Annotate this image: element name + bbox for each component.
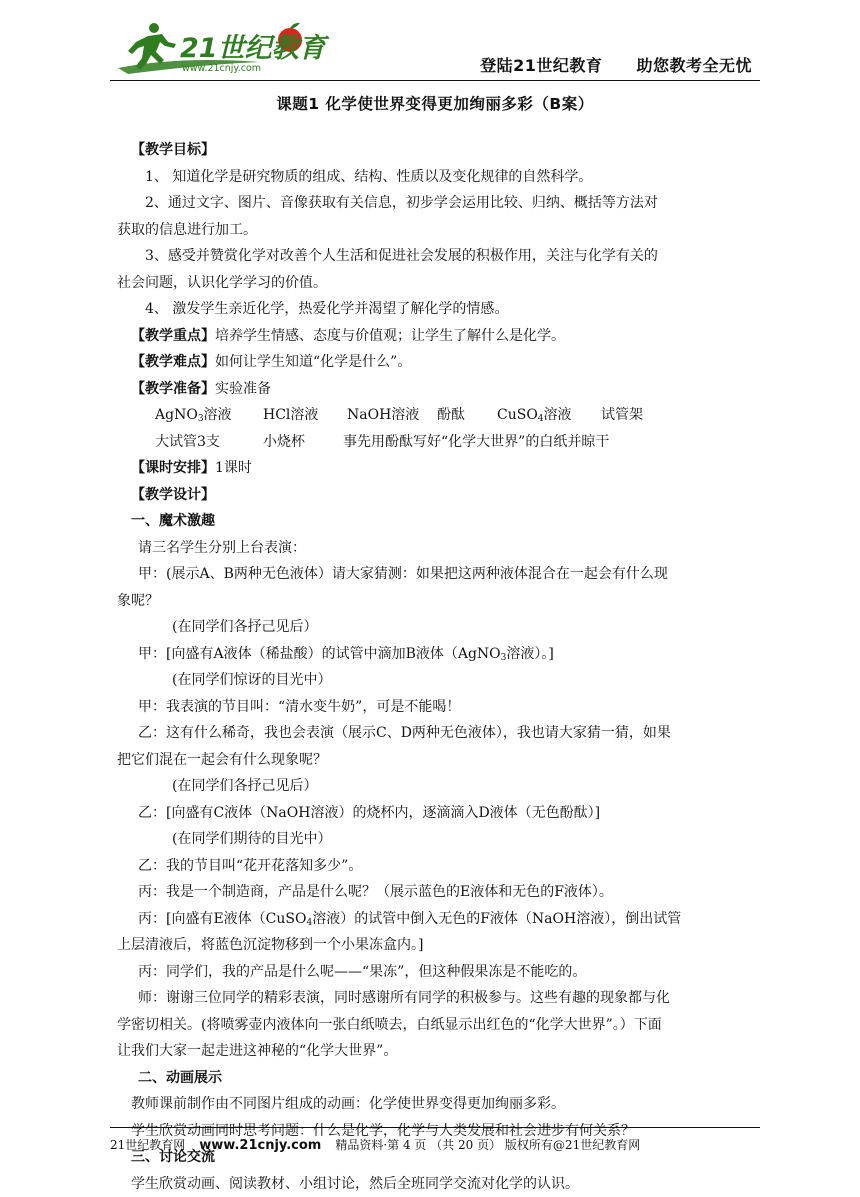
paragraph-line: 上层清液后，将蓝色沉淀物移到一个小果冻盒内。] (117, 932, 759, 959)
paragraph-line: 让我们大家一起走进这神秘的“化学大世界”。 (117, 1038, 759, 1065)
design-label: 【教学设计】 (131, 487, 215, 503)
section-heading: 三、讨论交流 (131, 1149, 215, 1165)
header-divider (110, 80, 760, 81)
key-point (117, 323, 759, 350)
schedule-text: 1课时 (215, 460, 252, 476)
paragraph-line: (在同学们期待的目光中） (117, 826, 759, 853)
goal-item: 获取的信息进行加工。 (117, 217, 759, 244)
schedule-label: 【课时安排】 (131, 460, 215, 476)
paragraph-line: 学生欣赏动画、阅读教材、小组讨论，然后全班同学交流对化学的认识。 (117, 1171, 759, 1197)
difficulty (117, 349, 759, 376)
materials-row-2 (117, 429, 759, 456)
footer-page-info: 精品资料·第 4 页 （共 20 页） 版权所有@21世纪教育网 (335, 1138, 640, 1152)
material-rack: 试管架 (601, 402, 643, 429)
key-text: 培养学生情感、态度与价值观；让学生了解什么是化学。 (215, 328, 565, 344)
difficulty-label: 【教学难点】 (131, 354, 215, 370)
schedule (117, 455, 759, 482)
footer-site-name: 21世纪教育网 (110, 1138, 185, 1152)
materials-row-1 (117, 402, 759, 429)
paragraph-line: 乙：我的节目叫“花开花落知多少”。 (117, 853, 759, 880)
material-hcl: HCl溶液 (263, 402, 347, 429)
goals-label: 【教学目标】 (131, 142, 215, 158)
paragraph-line: 把它们混在一起会有什么现象呢？ (117, 747, 759, 774)
section-heading: 二、动画展示 (138, 1070, 222, 1086)
paragraph-line: 象呢？ (117, 588, 759, 615)
paragraph-line: 甲：[向盛有A液体（稀盐酸）的试管中滴加B液体（AgNO$_3$溶液）。] (117, 641, 759, 668)
paragraph-line: 丙：同学们，我的产品是什么呢——“果冻”，但这种假果冻是不能吃的。 (117, 959, 759, 986)
material-paper: 事先用酚酞写好“化学大世界”的白纸并晾干 (343, 429, 609, 456)
paragraph-line: 甲：(展示A、B两种无色液体）请大家猜测：如果把这两种液体混合在一起会有什么现 (117, 561, 759, 588)
paragraph-line: 请三名学生分别上台表演： (117, 535, 759, 562)
paragraph-line: 丙：[向盛有E液体（CuSO$_4$溶液）的试管中倒入无色的F液体（NaOH溶液），倒出试管 (117, 906, 759, 933)
page-title: 课题1 化学使世界变得更加绚丽多彩（B案） (110, 92, 760, 114)
logo-url: www.21cnjy.com (182, 63, 261, 74)
goal-item: 4、 激发学生亲近化学，热爱化学并渴望了解化学的情感。 (117, 296, 759, 323)
paragraph-line: (在同学们各抒己见后） (117, 773, 759, 800)
key-label: 【教学重点】 (131, 328, 215, 344)
paragraph-line: (在同学们惊讶的目光中） (117, 667, 759, 694)
prep-label: 【教学准备】 (131, 381, 215, 397)
paragraph-line: (在同学们各抒己见后） (117, 614, 759, 641)
goal-item: 社会问题，认识化学学习的价值。 (117, 270, 759, 297)
material-tubes: 大试管3支 (155, 429, 263, 456)
paragraph-line: 学生欣赏动画同时思考问题：什么是化学，化学与人类发展和社会进步有何关系？ (117, 1118, 759, 1145)
material-naoh: NaOH溶液 (347, 402, 437, 429)
slogan-right: 助您教考全无忧 (636, 56, 752, 75)
goal-item: 2、通过文字、图片、音像获取有关信息，初步学会运用比较、归纳、概括等方法对 (117, 190, 759, 217)
paragraph-line: 乙：这有什么稀奇，我也会表演（展示C、D两种无色液体），我也请大家猜一猜，如果 (117, 720, 759, 747)
footer-site-url: www.21cnjy.com (199, 1138, 321, 1153)
difficulty-text: 如何让学生知道“化学是什么”。 (215, 354, 411, 370)
prep-text: 实验准备 (215, 381, 271, 397)
site-logo (110, 18, 310, 80)
material-phenolphthalein: 酚酞 (437, 402, 497, 429)
page-header (110, 18, 760, 80)
paragraph-line: 丙：我是一个制造商，产品是什么呢？（展示蓝色的E液体和无色的F液体）。 (117, 879, 759, 906)
section-heading: 一、魔术激趣 (131, 513, 215, 529)
header-slogan (480, 53, 752, 76)
logo-text: 21世纪教育 (180, 33, 330, 64)
material-beaker: 小烧杯 (263, 429, 343, 456)
paragraph-line: 学密切相关。(将喷雾壶内液体向一张白纸喷去，白纸显示出红色的“化学大世界”。）下面 (117, 1012, 759, 1039)
material-agno3: AgNO$_3$溶液 (155, 402, 263, 433)
paragraph-line: 教师课前制作由不同图片组成的动画：化学使世界变得更加绚丽多彩。 (117, 1091, 759, 1118)
footer-divider (110, 1127, 760, 1128)
goal-item: 3、感受并赞赏化学对改善个人生活和促进社会发展的积极作用，关注与化学有关的 (117, 243, 759, 270)
material-cuso4: CuSO$_4$溶液 (497, 402, 601, 433)
slogan-left: 登陆21世纪教育 (480, 56, 602, 75)
page-footer (110, 1136, 760, 1153)
preparation (117, 376, 759, 403)
paragraph-line: 甲：我表演的节目叫：“清水变牛奶”，可是不能喝！ (117, 694, 759, 721)
paragraph-line: 乙：[向盛有C液体（NaOH溶液）的烧杯内，逐滴滴入D液体（无色酚酞）] (117, 800, 759, 827)
document-body (117, 137, 759, 1197)
goal-item: 1、 知道化学是研究物质的组成、结构、性质以及变化规律的自然科学。 (117, 164, 759, 191)
paragraph-line: 师：谢谢三位同学的精彩表演，同时感谢所有同学的积极参与。这些有趣的现象都与化 (117, 985, 759, 1012)
